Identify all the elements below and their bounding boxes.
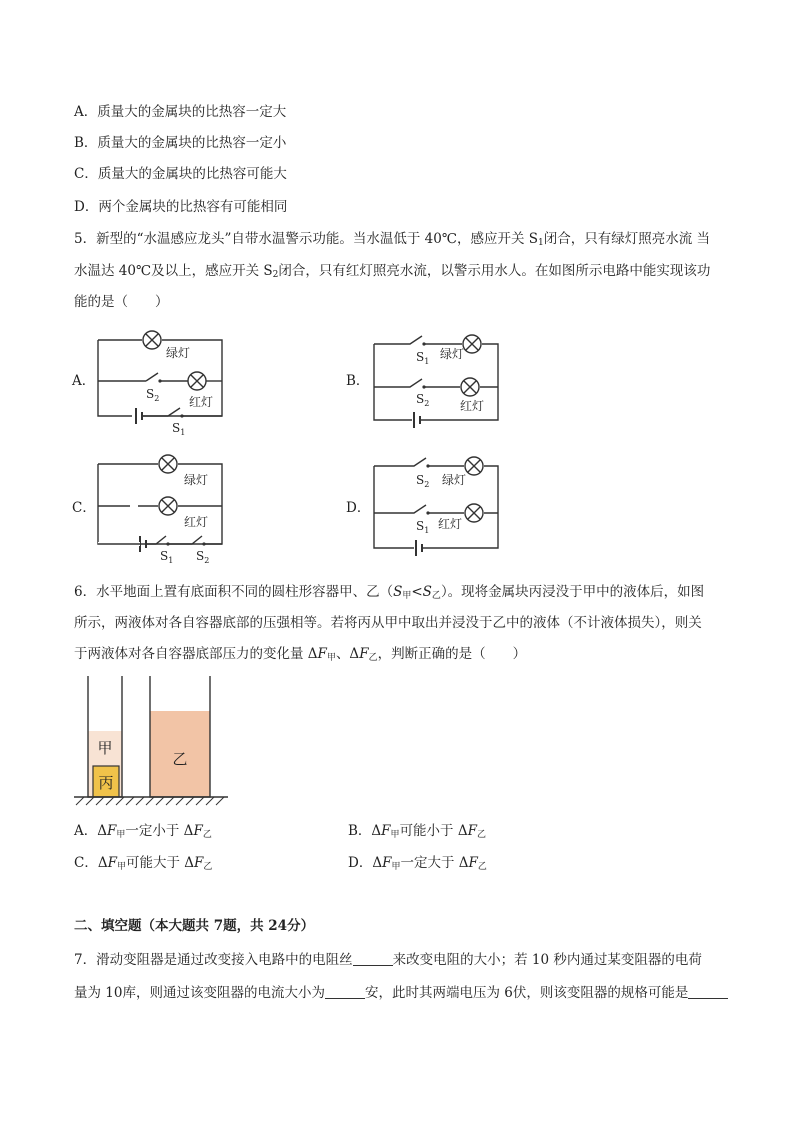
q4-option-a: A．质量大的金属块的比热容一定大 [74, 104, 287, 120]
q7-blank-2 [325, 984, 365, 999]
q6-stem-line2: 所示，两液体对各自容器底部的压强相等。若将丙从甲中取出并浸没于乙中的液体（不计液体损失），则关 [74, 615, 702, 631]
q6-option-a: A．$\Delta F_甲$一定小于 $\Delta F_乙$ [74, 823, 212, 840]
circuit-a-red-label: 红灯 [189, 395, 214, 409]
q5-label-c: C． [72, 500, 96, 516]
q6-option-c: C．$\Delta F_甲$可能大于 $\Delta F_乙$ [74, 855, 213, 872]
q5-stem-line1: 5．新型的“水温感应龙头”自带水温警示功能。当水温低于 40℃，感应开关 $S_1$闭合，只有绿灯照亮水流 当 [74, 231, 711, 248]
circuit-b-green-label: 绿灯 [440, 347, 465, 361]
q5-label-b: B． [346, 373, 370, 389]
circuit-d-s1-label: $S_1$ [416, 519, 430, 535]
circuit-a-diagram [96, 328, 236, 438]
q7-blank-1 [353, 951, 393, 966]
circuit-c-s1-label: $S_1$ [160, 549, 174, 565]
circuit-d-red-label: 红灯 [438, 517, 463, 531]
circuit-c-diagram [96, 452, 232, 568]
q7-stem-line1: 7．滑动变阻器是通过改变接入电路中的电阻丝 来改变电阻的大小；若 10 秒内通过某变阻器的电荷 [74, 952, 702, 968]
label-yi: 乙 [172, 750, 188, 768]
q6-stem-line1: 6．水平地面上置有底面积不同的圆柱形容器甲、乙$(S_甲<S_乙)$。现将金属块丙浸没于甲中的液体后，如图 [74, 584, 705, 601]
circuit-b-s2-label: $S_2$ [416, 392, 430, 408]
q6-option-d: D．$\Delta F_甲$一定大于 $\Delta F_乙$ [348, 855, 487, 872]
label-jia: 甲 [97, 739, 113, 757]
q6-stem-line3: 于两液体对各自容器底部压力的变化量 $\Delta F_甲$、$\Delta F_乙$，判断正确的是（ ） [74, 646, 527, 663]
circuit-d-green-label: 绿灯 [442, 473, 467, 487]
q4-option-b: B．质量大的金属块的比热容一定小 [74, 135, 287, 151]
q7-blank-3 [688, 984, 728, 999]
q5-label-d: D． [346, 500, 371, 516]
q5-stem-line3: 能的是（ ） [74, 294, 169, 310]
circuit-a-s2-label: $S_2$ [146, 387, 160, 403]
q4-option-c: C．质量大的金属块的比热容可能大 [74, 166, 287, 182]
label-bing: 丙 [98, 774, 114, 792]
q6-option-b: B．$\Delta F_甲$可能小于 $\Delta F_乙$ [348, 823, 486, 840]
q5-stem-line2: 水温达 40℃及以上，感应开关 $S_2$闭合，只有红灯照亮水流，以警示用水人。在如图所示电路中能实现该功 [74, 263, 711, 280]
q4-option-d: D．两个金属块的比热容有可能相同 [74, 199, 288, 215]
circuit-d-s2-label: $S_2$ [416, 473, 430, 489]
circuit-b-s1-label: $S_1$ [416, 350, 430, 366]
q7-stem-line2: 量为 10库，则通过该变阻器的电流大小为 安，此时其两端电压为 6伏，则该变阻器的规格可能是 [74, 983, 728, 1003]
circuit-b-red-label: 红灯 [460, 399, 485, 413]
circuit-d-diagram [372, 456, 504, 560]
circuit-c-red-label: 红灯 [184, 515, 209, 529]
circuit-a-s1-label: $S_1$ [172, 421, 186, 437]
containers-figure [72, 676, 232, 806]
circuit-b-diagram [372, 330, 504, 430]
q5-label-a: A． [72, 373, 96, 389]
circuit-c-green-label: 绿灯 [184, 473, 209, 487]
circuit-a-green-label: 绿灯 [166, 346, 191, 360]
circuit-c-s2-label: $S_2$ [196, 549, 210, 565]
section-2-title: 二、填空题（本大题共 7题，共 24分） [74, 918, 315, 934]
